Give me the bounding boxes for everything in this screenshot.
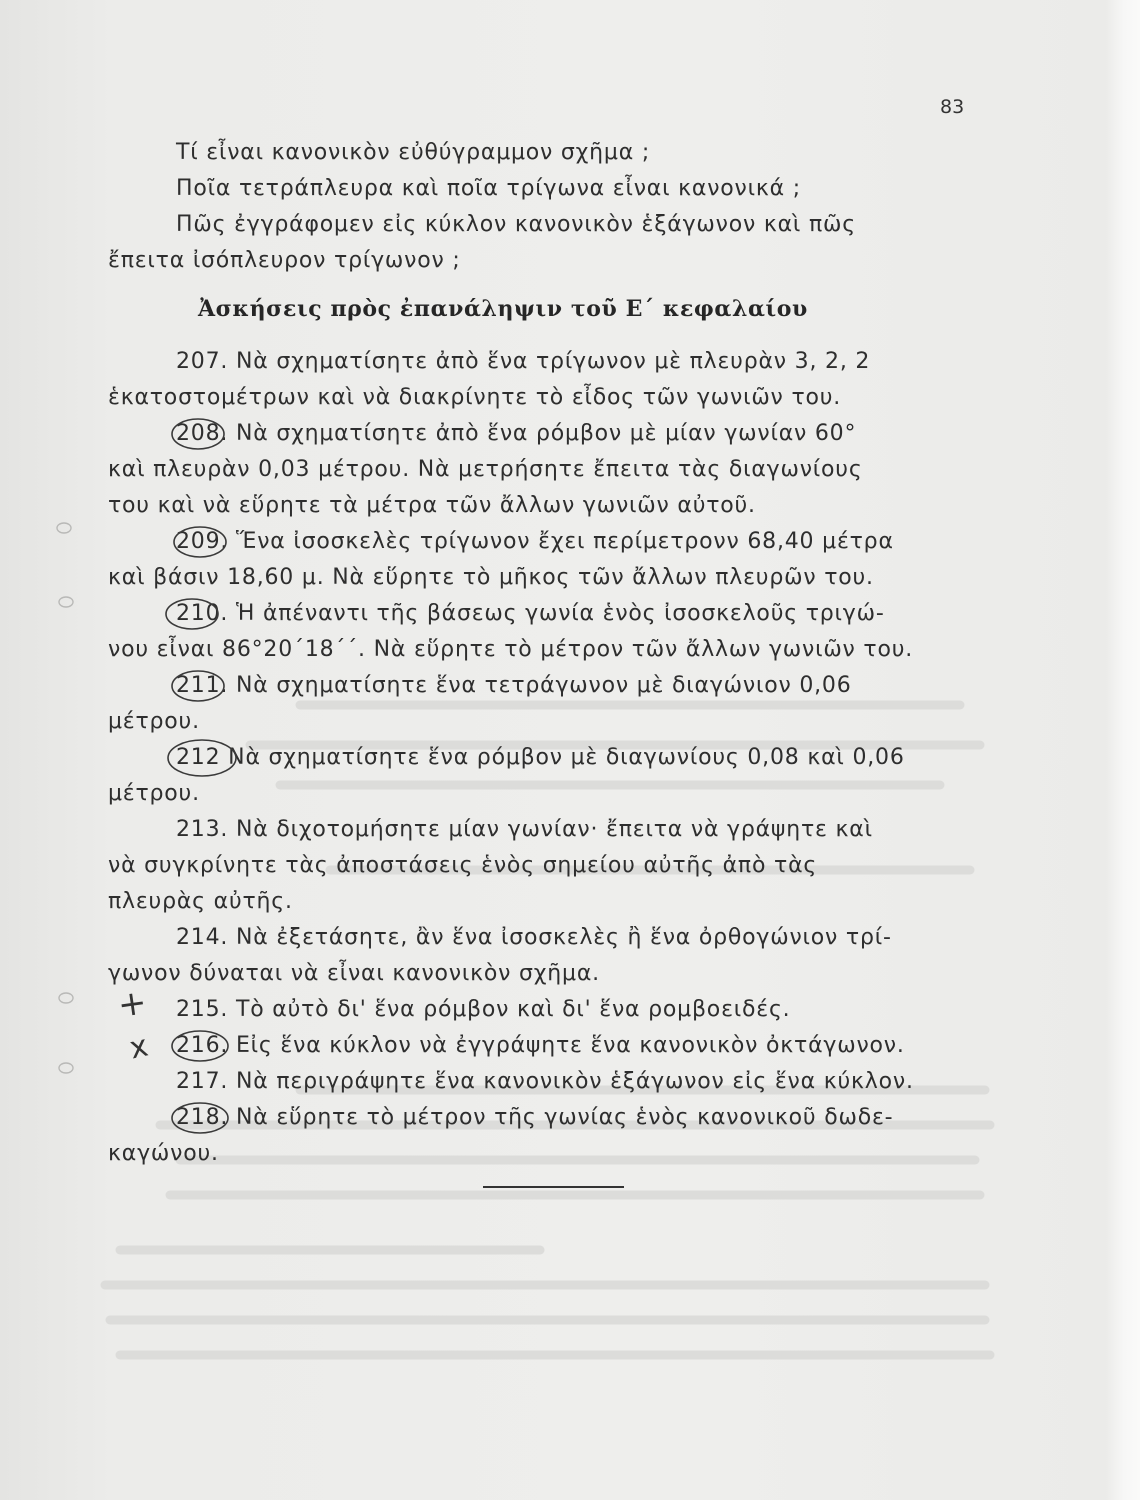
end-rule [483,1186,624,1188]
plus-mark: + [115,982,150,1026]
exercise-line: καὶ βάσιν 18,60 μ. Νὰ εὕρητε τὸ μῆκος τῶν ἄλλων πλευρῶν του. [108,565,874,590]
exercise-line-213: 213. Νὰ διχοτομήσητε μίαν γωνίαν· ἔπειτα νὰ γράψητε καὶ [176,817,873,842]
exercise-line: νου εἶναι 86°20΄18΄΄. Νὰ εὕρητε τὸ μέτρον τῶν ἄλλων γωνιῶν του. [108,637,914,662]
exercise-line: ἑκατοστομέτρων καὶ νὰ διακρίνητε τὸ εἶδος τῶν γωνιῶν του. [108,385,842,410]
exercise-line-211: 211. Νὰ σχηματίσητε ἕνα τετράγωνον μὲ διαγώνιον 0,06 [176,673,852,698]
section-heading: Ἀσκήσεις πρὸς ἐπανάληψιν τοῦ Ε΄ κεφαλαίου [198,296,808,322]
exercise-line: γωνον δύναται νὰ εἶναι κανονικὸν σχῆμα. [108,961,600,986]
exercise-line-209: 209. Ἕνα ἰσοσκελὲς τρίγωνον ἔχει περίμετρονν 68,40 μέτρα [176,529,894,554]
question-line: Τί εἶναι κανονικὸν εὐθύγραμμον σχῆμα ; [176,140,651,165]
exercise-line: του καὶ νὰ εὕρητε τὰ μέτρα τῶν ἄλλων γωνιῶν αὐτοῦ. [108,493,756,518]
page-number: 83 [940,96,965,118]
cross-mark: x [126,1028,152,1067]
question-line: Ποῖα τετράπλευρα καὶ ποῖα τρίγωνα εἶναι κανονικά ; [176,176,801,201]
exercise-line: μέτρου. [108,709,200,734]
exercise-line-218: 218. Νὰ εὕρητε τὸ μέτρον τῆς γωνίας ἑνὸς κανονικοῦ δωδε- [176,1105,894,1130]
exercise-line: καγώνου. [108,1141,219,1166]
question-line: Πῶς ἐγγράφομεν εἰς κύκλον κανονικὸν ἑξάγωνον καὶ πῶς [176,212,856,237]
margin-dot-mark [59,597,73,607]
margin-dot-mark [57,523,71,533]
question-line: ἔπειτα ἰσόπλευρον τρίγωνον ; [108,248,461,273]
exercise-line: μέτρου. [108,781,200,806]
exercise-line-210: 210. Ἡ ἀπέναντι τῆς βάσεως γωνία ἑνὸς ἰσοσκελοῦς τριγώ- [176,601,885,626]
exercise-line-214: 214. Νὰ ἐξετάσητε, ἂν ἕνα ἰσοσκελὲς ἢ ἕνα ὀρθογώνιον τρί- [176,925,892,950]
exercise-line-216: 216. Εἰς ἕνα κύκλον νὰ ἐγγράψητε ἕνα κανονικὸν ὀκτάγωνον. [176,1033,905,1058]
exercise-line-217: 217. Νὰ περιγράψητε ἕνα κανονικὸν ἑξάγωνον εἰς ἕνα κύκλον. [176,1069,914,1094]
exercise-line: καὶ πλευρὰν 0,03 μέτρου. Νὰ μετρήσητε ἔπειτα τὰς διαγωνίους [108,457,863,482]
exercise-line-215: 215. Τὸ αὐτὸ δι' ἕνα ρόμβον καὶ δι' ἕνα ρομβοειδές. [176,997,791,1022]
exercise-line: νὰ συγκρίνητε τὰς ἀποστάσεις ἑνὸς σημείου αὐτῆς ἀπὸ τὰς [108,853,818,878]
exercise-line: πλευρὰς αὐτῆς. [108,889,293,914]
exercise-line-208: 208. Νὰ σχηματίσητε ἀπὸ ἕνα ρόμβον μὲ μίαν γωνίαν 60° [176,421,857,446]
exercise-line-207: 207. Νὰ σχηματίσητε ἀπὸ ἕνα τρίγωνον μὲ πλευρὰν 3, 2, 2 [176,349,871,374]
exercise-line-212: 212 Νὰ σχηματίσητε ἕνα ρόμβον μὲ διαγωνίους 0,08 καὶ 0,06 [176,745,905,770]
margin-dot-mark [59,1063,73,1073]
margin-dot-mark [59,993,73,1003]
